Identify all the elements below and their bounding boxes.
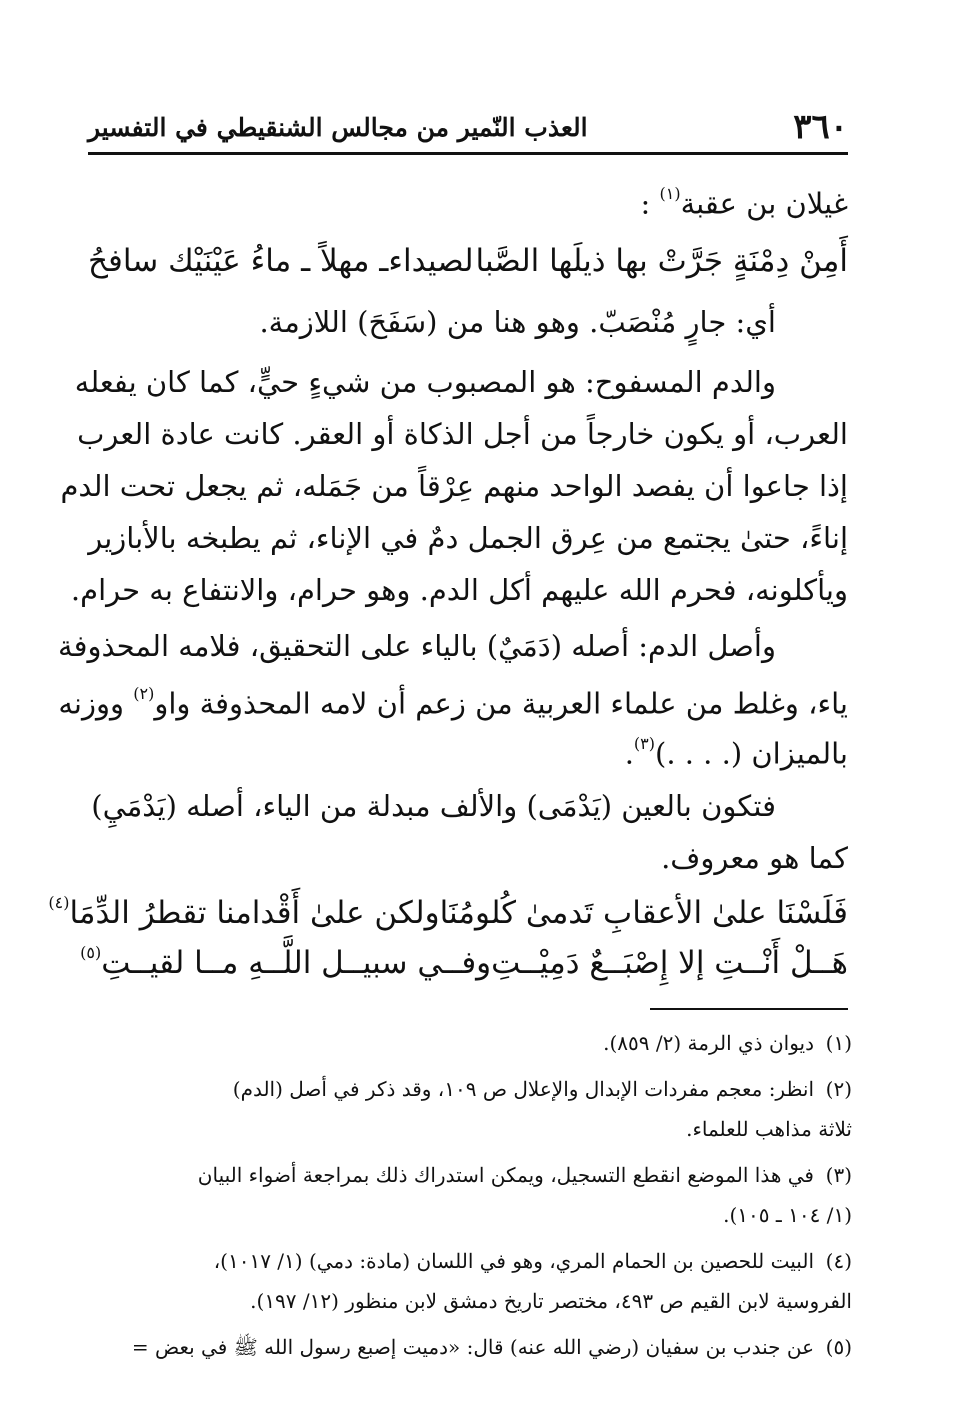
- footnote-number: (٢): [825, 1077, 852, 1101]
- footnote-number: (٥): [825, 1335, 852, 1359]
- verse-1-second-hemistich: لصيداءـ مهلاً ـ ماءُ عَيْنَيْك سافحُ: [88, 243, 474, 279]
- footnote-text: انظر: معجم مفردات الإبدال والإعلال ص ١٠٩، وقد ذكر في أصل (الدم): [232, 1077, 814, 1101]
- footnote-1: [88, 1028, 852, 1058]
- verse-2-second-text: ولكن علىٰ أَقْدامنا تقطرُ الدِّمَا: [69, 895, 440, 931]
- verse-1: [88, 236, 848, 286]
- paragraph-1-line-5: ويأكلونه، فحرم الله عليهم أكل الدم. وهو حرام، والانتفاع به حرام.: [70, 573, 848, 607]
- paragraph-1-line-1: والدم المسفوح: هو المصبوب من شيءٍ حيٍّ، كما كان يفعله: [74, 365, 776, 399]
- verse-2-first-hemistich: فَلَسْنَا علىٰ الأعقابِ تَدمىٰ كُلومُنَا: [439, 895, 848, 931]
- paragraph-2-line-3-end: .: [624, 736, 634, 771]
- verse-3: [80, 938, 848, 988]
- footnote-5: [88, 1332, 852, 1362]
- verse-3-second-hemistich: [80, 942, 492, 981]
- footnote-3-continuation: (١/ ١٠٤ ـ ١٠٥).: [723, 1203, 852, 1227]
- verse-3-second-text: وفــي سبيــل اللَّــهِ مــا لقيــتِ: [101, 945, 492, 981]
- poet-intro-colon: :: [640, 186, 651, 221]
- paragraph-2-line-1: وأصل الدم: أصله (دَمَيٌ) بالياء على التحقيق، فلامه المحذوفة: [58, 629, 776, 663]
- footnote-ref-4: (٤): [48, 892, 70, 912]
- paragraph-2-line-2-text: ياء، وغلط من علماء العربية من زعم أن لامه المحذوفة واو: [154, 686, 848, 721]
- paragraph-2-line-2-end: ووزنه: [58, 686, 134, 721]
- footnote-number: (٤): [825, 1249, 852, 1273]
- footnote-separator: [650, 1008, 848, 1010]
- footnote-ref-2: (٢): [133, 684, 155, 703]
- footnote-text: عن جندب بن سفيان (رضي الله عنه) قال: «دميت إصبع رسول الله ﷺ في بعض =: [131, 1335, 814, 1359]
- paragraph-2-line-3: [88, 728, 848, 774]
- poet-intro: غيلان بن عقبة: [680, 186, 848, 221]
- footnote-number: (١): [825, 1031, 852, 1055]
- paragraph-1-line-4: إناءً، حتىٰ يجتمع من عِرق الجمل دمٌ في الإناء، ثم يطبخه بالأبازير: [88, 521, 848, 555]
- footnote-ref-5: (٥): [80, 942, 102, 962]
- footnote-2: [88, 1074, 852, 1104]
- footnote-text: البيت للحصين بن الحمام المري، وهو في اللسان (مادة: دمي) (١/ ١٠١٧)،: [213, 1249, 814, 1273]
- paragraph-2-line-3-text: بالميزان (. . . .): [655, 736, 848, 771]
- paragraph-3-line-2: كما هو معروف.: [661, 841, 848, 875]
- footnote-text: في هذا الموضع انقطع التسجيل، ويمكن استدراك ذلك بمراجعة أضواء البيان: [197, 1163, 814, 1187]
- paragraph-3-line-1: فتكون بالعين (يَدْمَى) والألف مبدلة من الياء، أصله (يَدْمَيِ): [91, 789, 776, 823]
- poet-intro-line: [88, 178, 848, 224]
- book-title: العذب النّمير من مجالس الشنقيطي في التفسير: [88, 112, 588, 142]
- verse-1-first-hemistich: أَمِنْ دِمْنَةٍ جَرَّتْ بها ذيلَها الصَّبا: [475, 243, 848, 279]
- footnote-text: ديوان ذي الرمة (٢/ ٨٥٩).: [603, 1031, 814, 1055]
- paragraph-1-line-2: العرب، أو يكون خارجاً من أجل الذكاة أو العقر. كانت عادة العرب: [77, 417, 848, 451]
- footnote-3: [88, 1160, 852, 1190]
- meaning-line: أي: جارٍ مُنْصَبّ. وهو هنا من (سَفَحَ) اللازمة.: [259, 305, 776, 339]
- header-rule: [88, 152, 848, 155]
- page-header: [88, 104, 848, 150]
- footnote-ref-3: (٣): [633, 734, 655, 753]
- verse-2-second-hemistich: [48, 892, 440, 931]
- paragraph-1-line-3: إذا جاعوا أن يفصد الواحد منهم عِرْقاً من جَمَله، ثم يجعل تحت الدم: [60, 469, 848, 503]
- footnote-4-continuation: الفروسية لابن القيم ص ٤٩٣، مختصر تاريخ دمشق لابن منظور (١٢/ ١٩٧).: [250, 1289, 852, 1313]
- footnote-4: [88, 1246, 852, 1276]
- verse-2: [48, 888, 848, 938]
- footnote-number: (٣): [825, 1163, 852, 1187]
- footnote-ref-1: (١): [659, 184, 681, 203]
- page-number: ٣٦٠: [793, 107, 848, 147]
- footnote-2-continuation: ثلاثة مذاهب للعلماء.: [686, 1117, 852, 1141]
- verse-3-first-hemistich: هَــلْ أَنْــتِ إلا إِصْبَــعٌ دَمِيْــتِ: [491, 945, 848, 981]
- paragraph-2-line-2: [58, 678, 848, 724]
